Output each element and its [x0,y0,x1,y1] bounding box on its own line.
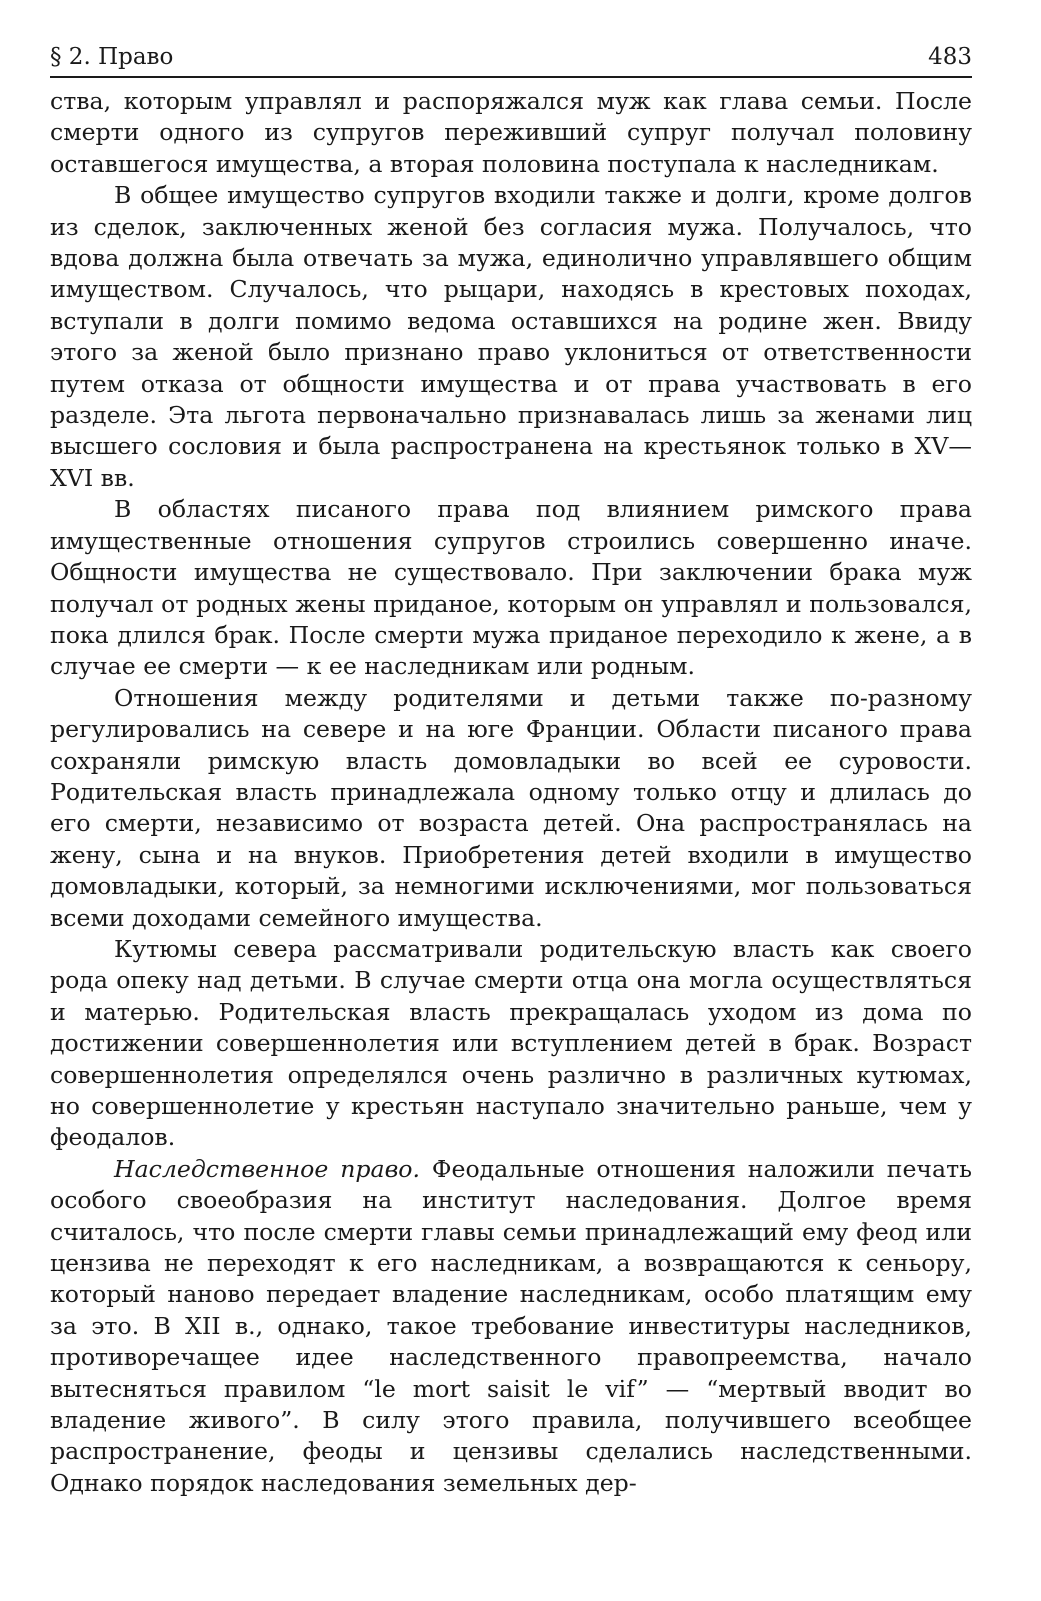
paragraph-debts: В общее имущество супругов входили также и долги, кроме долгов из сделок, заключенных женой без согласия мужа. Получалось, что вдова должна была отвечать за мужа, единолично управлявшего общим имуществом. Случалось, что рыцари, находясь в крестовых походах, вступали в долги помимо ведома оставшихся на родине жен. Ввиду этого за женой было признано право уклониться от ответственности путем отказа от общности имущества и от права участвовать в его разделе. Эта льгота первоначально признавалась лишь за женами лиц высшего сословия и была распространена на крестьянок только в XV—XVI вв. [50,181,972,492]
paragraph-customs-north: Кутюмы севера рассматривали родительскую власть как своего рода опеку над детьми. В случае смерти отца она могла осуществляться и матерью. Родительская власть прекращалась уходом из дома по достижении совершеннолетия или вступлением детей в брак. Возраст совершеннолетия определялся очень различно в различных кутюмах, но совершеннолетие у крестьян наступало значительно раньше, чем у феодалов. [50,934,972,1152]
section-title: § 2. Право [50,44,174,70]
paragraph-inheritance [50,1154,972,1499]
inheritance-text: Феодальные отношения наложили печать особого своеобразия на институт наследования. Долгое время считалось, что после смерти главы семьи принадлежащий ему феод или цензива не переходят к его наследникам, а возвращаются к сеньору, который наново передает владение наследникам, особо платящим ему за это. В XII в., однако, такое требование инвеституры наследников, противоречащее идее наследственного правопреемства, начало вытесняться правилом “le mort saisit le vif” — “мертвый вводит во владение живого”. В силу этого правила, получившего всеобщее распространение, феоды и цензивы сделались наследственными. Однако порядок наследования земельных дер- [50,1154,972,1497]
running-head [50,42,972,78]
paragraph-continued: ства, которым управлял и распоряжался муж как глава семьи. После смерти одного из супругов переживший супруг получал половину оставшегося имущества, а вторая половина поступала к наследникам. [50,87,972,178]
book-page [50,42,972,1499]
paragraph-parental-power: Отношения между родителями и детьми также по-разному регулировались на севере и на юге Франции. Области писаного права сохраняли римскую власть домовладыки во всей ее суровости. Родительская власть принадлежала одному только отцу и длилась до его смерти, независимо от возраста детей. Она распространялась на жену, сына и на внуков. Приобретения детей входили в имущество домовладыки, который, за немногими исключениями, мог пользоваться всеми доходами семейного имущества. [50,683,972,932]
paragraph-written-law: В областях писаного права под влиянием римского права имущественные отношения супругов строились совершенно иначе. Общности имущества не существовало. При заключении брака муж получал от родных жены приданое, которым он управлял и пользовался, пока длился брак. После смерти мужа приданое переходило к жене, а в случае ее смерти — к ее наследникам или родным. [50,495,972,681]
inheritance-heading: Наследственное право. [114,1154,421,1183]
page-number: 483 [928,44,972,70]
body-text [50,86,972,1499]
